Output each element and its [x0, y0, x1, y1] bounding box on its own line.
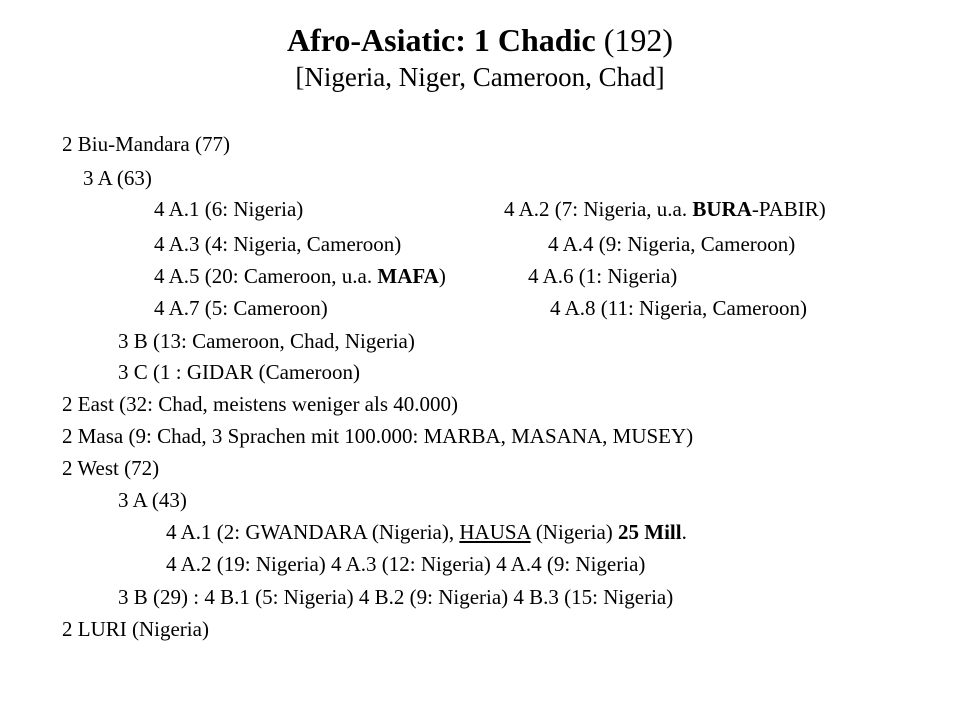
- bm-a2-highlight: BURA: [692, 197, 752, 221]
- branch-biu-mandara: 2 Biu-Mandara (77): [62, 132, 230, 156]
- branch-bm-a1: 4 A.1 (6: Nigeria): [154, 197, 304, 221]
- bm-a5-highlight: MAFA: [377, 264, 439, 288]
- branch-west-a2-a4: 4 A.2 (19: Nigeria) 4 A.3 (12: Nigeria) 4 A.4 (9: Nigeria): [166, 552, 646, 576]
- west-a1-mid: (Nigeria): [530, 520, 619, 544]
- branch-masa: 2 Masa (9: Chad, 3 Sprachen mit 100.000: MARBA, MASANA, MUSEY): [62, 424, 694, 448]
- bm-a2-text: 4 A.2 (7: Nigeria, u.a.: [504, 197, 693, 221]
- branch-bm-c: 3 C (1 : GIDAR (Cameroon): [118, 360, 361, 384]
- west-a1-suffix: .: [681, 520, 687, 544]
- branch-bm-a2: [504, 195, 826, 223]
- bm-a2-suffix: -PABIR): [751, 197, 826, 221]
- west-a1-hausa: HAUSA: [459, 520, 531, 544]
- slide-title: [0, 20, 960, 60]
- branch-west-a1: [166, 518, 687, 546]
- branch-bm-a8: 4 A.8 (11: Nigeria, Cameroon): [550, 296, 807, 320]
- branch-luri: 2 LURI (Nigeria): [62, 617, 209, 641]
- branch-bm-a4: 4 A.4 (9: Nigeria, Cameroon): [548, 232, 796, 256]
- branch-bm-a7: 4 A.7 (5: Cameroon): [154, 296, 328, 320]
- branch-bm-b: 3 B (13: Cameroon, Chad, Nigeria): [118, 329, 415, 353]
- branch-bm-a5: [154, 262, 446, 290]
- branch-bm-a6: 4 A.6 (1: Nigeria): [528, 264, 678, 288]
- title-bold-text: Afro-Asiatic: 1 Chadic: [286, 22, 596, 58]
- west-a1-text: 4 A.1 (2: GWANDARA (Nigeria),: [166, 520, 460, 544]
- branch-west: 2 West (72): [62, 456, 160, 480]
- bm-a5-suffix: ): [438, 264, 446, 288]
- branch-biu-mandara-a: 3 A (63): [83, 166, 152, 190]
- branch-west-b: 3 B (29) : 4 B.1 (5: Nigeria) 4 B.2 (9: Nigeria) 4 B.3 (15: Nigeria): [118, 585, 674, 609]
- slide-subtitle: [Nigeria, Niger, Cameroon, Chad]: [295, 62, 665, 92]
- branch-east: 2 East (32: Chad, meistens weniger als 40.000): [62, 392, 459, 416]
- title-count: (192): [603, 22, 673, 58]
- bm-a5-text: 4 A.5 (20: Cameroon, u.a.: [154, 264, 378, 288]
- branch-west-a: 3 A (43): [118, 488, 187, 512]
- west-a1-speakers: 25 Mill: [618, 520, 682, 544]
- branch-bm-a3: 4 A.3 (4: Nigeria, Cameroon): [154, 232, 402, 256]
